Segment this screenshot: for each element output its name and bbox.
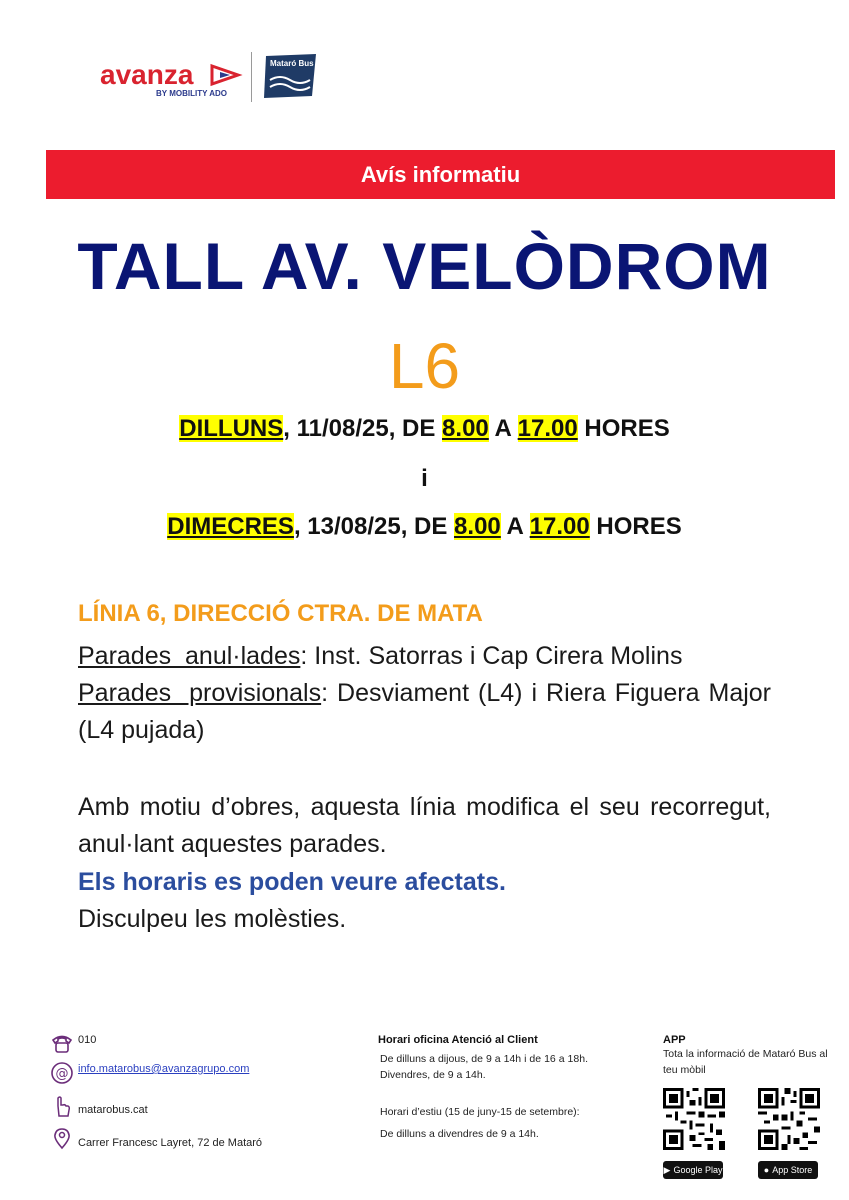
svg-text:avanza: avanza — [100, 59, 194, 90]
date-1-day: DILLUNS — [179, 415, 284, 442]
phone-icon — [50, 1031, 74, 1055]
avanza-logo — [100, 54, 248, 102]
app-store-label: App Store — [772, 1165, 813, 1175]
address: Carrer Francesc Layret, 72 de Mataró — [78, 1137, 263, 1149]
app-store-badge[interactable] — [758, 1161, 818, 1179]
app-store-qr-code[interactable] — [758, 1088, 820, 1150]
email-link[interactable]: info.matarobus@avanzagrupo.com — [78, 1063, 250, 1075]
hand-pointer-icon — [50, 1094, 74, 1118]
summer-hours-title: Horari d’estiu (15 de juny-15 de setembre): — [380, 1106, 580, 1118]
summer-hours-text: De dilluns a divendres de 9 a 14h. — [380, 1128, 539, 1140]
location-pin-icon — [50, 1126, 74, 1150]
cancelled-stops — [78, 638, 771, 675]
date-1-mid: A — [488, 415, 518, 442]
apple-icon: ● — [763, 1165, 770, 1175]
date-2-mid: A — [500, 513, 530, 540]
svg-text:@: @ — [55, 1066, 69, 1082]
date-conjunction: i — [421, 465, 428, 492]
date-2-from: 8.00 — [454, 513, 501, 540]
banner-label: Avís informatiu — [360, 161, 521, 187]
date-2-day: DIMECRES — [167, 513, 294, 540]
google-play-qr-code[interactable] — [663, 1088, 725, 1150]
date-1-date: , 11/08/25, DE — [283, 415, 443, 442]
svg-text:BY MOBILITY ADO: BY MOBILITY ADO — [156, 89, 227, 98]
date-2-to: 17.00 — [529, 513, 590, 540]
office-hours-text: De dilluns a dijous, de 9 a 14h i de 16 a 18h. Divendres, de 9 a 14h. — [380, 1053, 588, 1081]
logo-divider — [251, 52, 252, 102]
app-text: Tota la informació de Mataró Bus al teu mòbil — [663, 1048, 828, 1076]
apology-text: Disculpeu les molèsties. — [78, 905, 347, 933]
schedule-warning: Els horaris es poden veure afectats. — [78, 868, 506, 896]
notice-banner — [46, 150, 835, 199]
provisional-stops-label: Parades provisionals — [78, 679, 322, 707]
cancelled-stops-value: : Inst. Satorras i Cap Cirera Molins — [300, 642, 683, 670]
matarobus-logo — [262, 52, 320, 100]
notice-title: TALL AV. VELÒDROM — [77, 229, 772, 303]
google-play-badge[interactable] — [663, 1161, 723, 1179]
notice-text: Amb motiu d’obres, aquesta línia modifica el seu recorregut, anul·lant aquestes parades. — [78, 793, 771, 858]
date-1-to: 17.00 — [517, 415, 578, 442]
date-2-end: HORES — [589, 513, 682, 540]
provisional-stops-value: : Desviament (L4) i Riera Figuera Major (L4 pujada) — [78, 679, 772, 744]
cancelled-stops-label: Parades anul·lades — [78, 642, 301, 670]
at-icon — [50, 1061, 74, 1085]
phone-number: 010 — [78, 1034, 97, 1046]
svg-text:Mataró Bus: Mataró Bus — [270, 59, 314, 68]
date-1-end: HORES — [577, 415, 670, 442]
provisional-stops — [78, 675, 771, 749]
office-hours-title: Horari oficina Atenció al Client — [378, 1034, 538, 1046]
date-line-1 — [0, 414, 849, 444]
website-link[interactable]: matarobus.cat — [78, 1104, 148, 1116]
line-direction: LÍNIA 6, DIRECCIÓ CTRA. DE MATA — [78, 600, 483, 627]
play-icon: ▶ — [663, 1164, 671, 1175]
date-2-date: , 13/08/25, DE — [293, 513, 455, 540]
line-code: L6 — [388, 330, 461, 402]
app-title: APP — [663, 1034, 686, 1046]
date-1-from: 8.00 — [442, 415, 489, 442]
google-play-label: Google Play — [673, 1165, 723, 1175]
date-line-2 — [0, 512, 849, 542]
